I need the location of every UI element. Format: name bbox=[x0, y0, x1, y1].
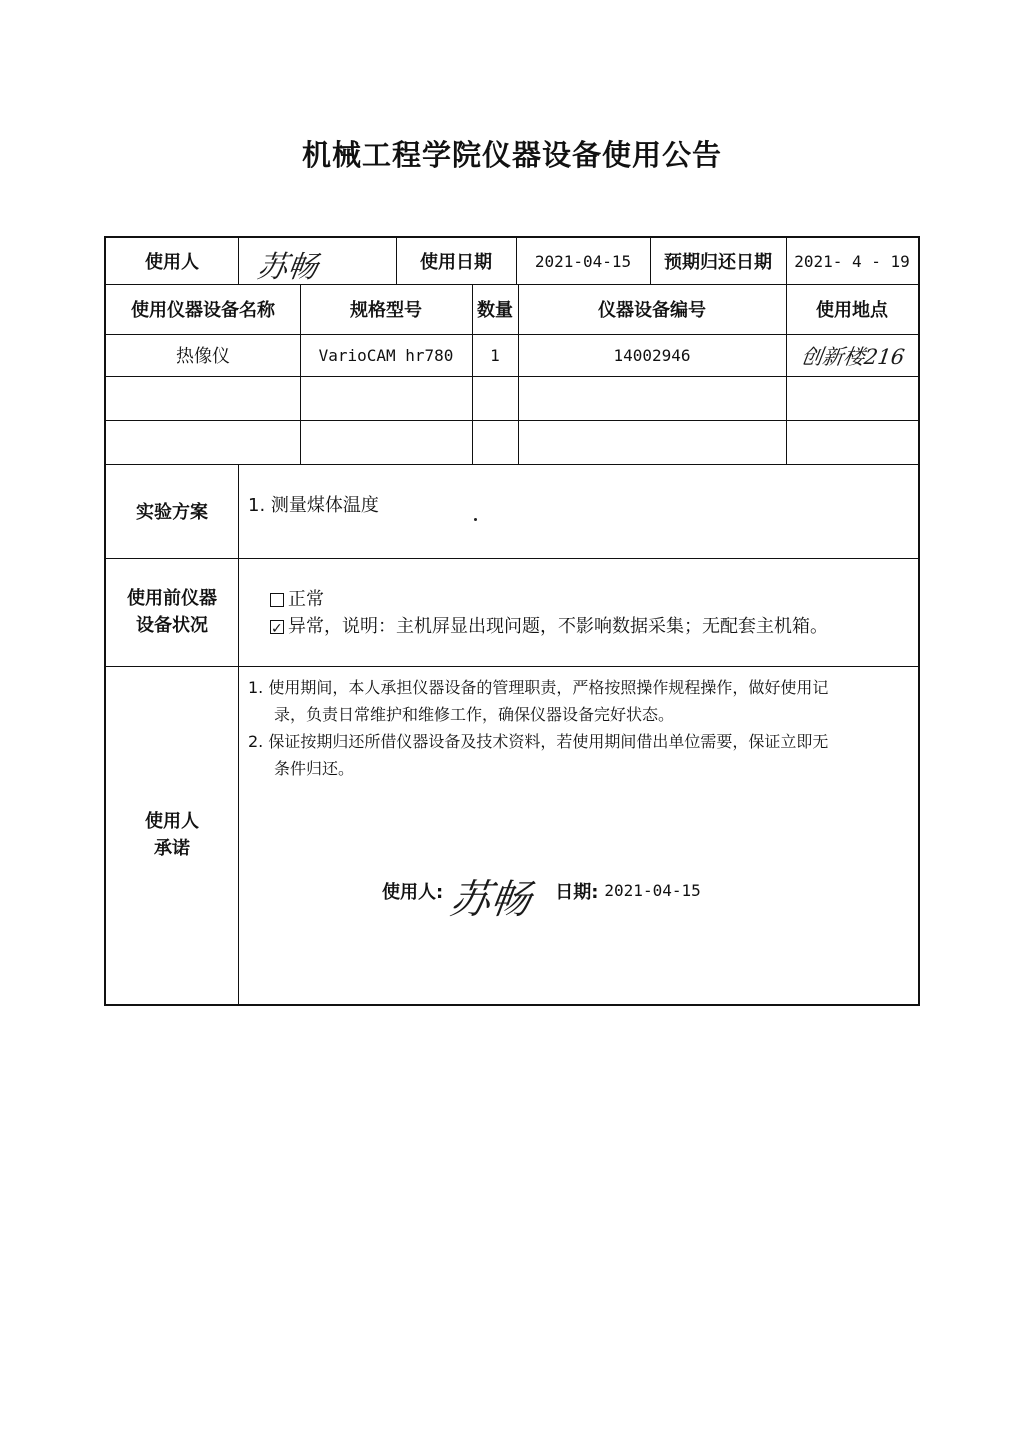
col-divider bbox=[238, 464, 239, 1004]
abnormal-option[interactable] bbox=[270, 613, 828, 640]
status-label-line2: 设备状况 bbox=[136, 615, 208, 636]
user-signature: 苏畅 bbox=[255, 250, 320, 285]
commitment-label-line2: 承诺 bbox=[154, 838, 190, 859]
commitment-label bbox=[106, 666, 238, 1004]
signature-line bbox=[382, 862, 701, 923]
quantity-header: 数量 bbox=[477, 300, 513, 321]
model-header: 规格型号 bbox=[350, 300, 422, 321]
equipment-number-header: 仪器设备编号 bbox=[598, 300, 706, 321]
status-label bbox=[106, 558, 238, 666]
abnormal-checkbox[interactable] bbox=[270, 620, 284, 634]
plan-text: 1. 测量煤体温度 bbox=[248, 495, 379, 516]
normal-checkbox[interactable] bbox=[270, 593, 284, 607]
quantity-cell: 1 bbox=[490, 345, 500, 365]
equipment-name-cell bbox=[106, 376, 300, 420]
signer-label: 使用人: bbox=[382, 881, 444, 903]
return-date-label: 预期归还日期 bbox=[664, 252, 772, 273]
location-handwritten: 创新楼216 bbox=[799, 345, 907, 369]
commitment-item-1-line-1: 1. 使用期间，本人承担仪器设备的管理职责，严格按照操作规程操作，做好使用记 bbox=[248, 678, 829, 697]
commitment-item-2-line-1: 2. 保证按期归还所借仪器设备及技术资料，若使用期间借出单位需要，保证立即无 bbox=[248, 732, 829, 751]
sign-date-label: 日期: bbox=[555, 881, 599, 903]
status-label-line1: 使用前仪器 bbox=[127, 588, 217, 609]
page-title: 机械工程学院仪器设备使用公告 bbox=[301, 138, 722, 172]
date-value: 2021-04-15 bbox=[534, 251, 632, 271]
plan-label: 实验方案 bbox=[136, 502, 208, 523]
status-options bbox=[270, 586, 828, 640]
commitment-text bbox=[248, 674, 910, 782]
equipment-name-header: 使用仪器设备名称 bbox=[131, 300, 275, 321]
commitment-item-1-line-2: 录，负责日常维护和维修工作，确保仪器设备完好状态。 bbox=[274, 705, 675, 724]
user-label: 使用人 bbox=[145, 252, 199, 273]
normal-option[interactable] bbox=[270, 586, 828, 613]
commitment-item-2-line-2: 条件归还。 bbox=[274, 759, 355, 778]
col-divider bbox=[238, 238, 239, 284]
normal-option-label: 正常 bbox=[288, 589, 324, 610]
sign-date-value: 2021-04-15 bbox=[604, 881, 701, 900]
abnormal-option-label: 异常，说明：主机屏显出现问题，不影响数据采集；无配套主机箱。 bbox=[288, 616, 828, 637]
equipment-number-cell: 14002946 bbox=[613, 345, 691, 365]
equipment-name-cell: 热像仪 bbox=[176, 346, 230, 367]
date-label: 使用日期 bbox=[420, 252, 492, 273]
model-cell: VarioCAM hr780 bbox=[318, 345, 454, 365]
return-date-value: 2021- 4 - 19 bbox=[794, 251, 910, 271]
commitment-label-line1: 使用人 bbox=[145, 811, 199, 832]
ink-dot bbox=[474, 518, 477, 521]
equipment-name-cell bbox=[106, 420, 300, 464]
location-header: 使用地点 bbox=[816, 300, 888, 321]
signer-signature: 苏畅 bbox=[447, 877, 534, 923]
usage-form bbox=[104, 236, 920, 1006]
